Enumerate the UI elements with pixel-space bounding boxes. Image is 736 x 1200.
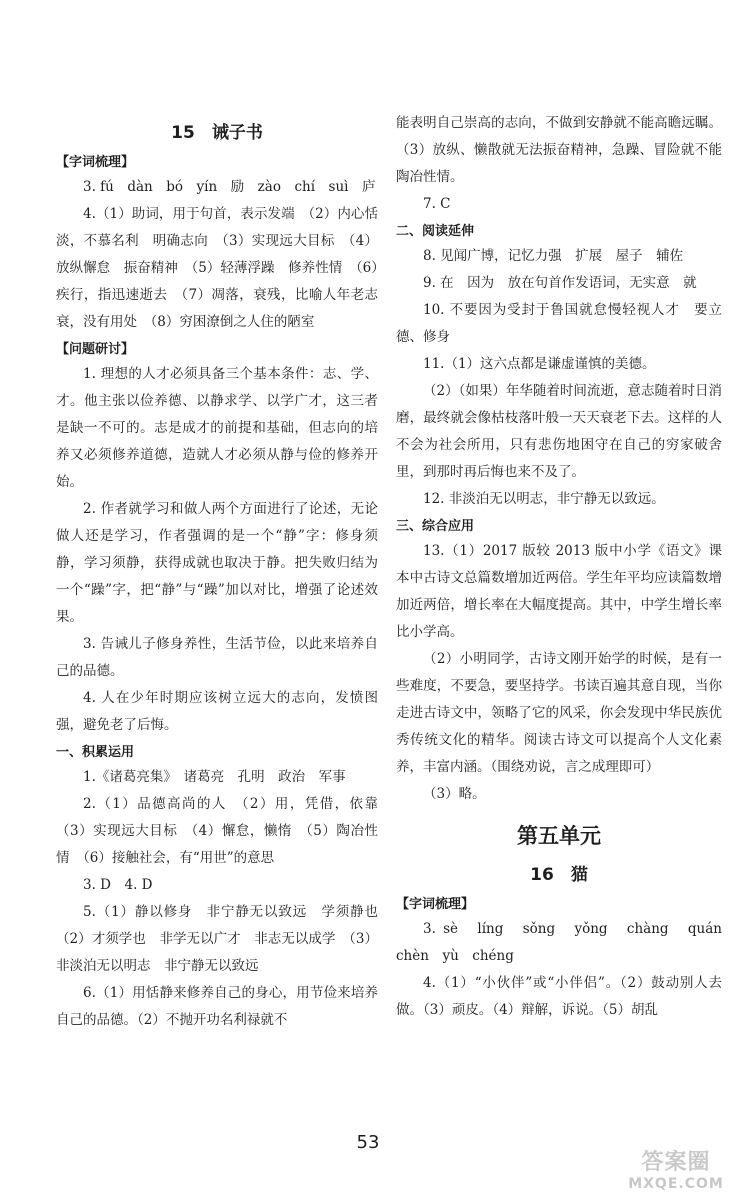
- right-column: [396, 110, 736, 1024]
- practice-7: 7. C: [423, 196, 451, 212]
- watermark-url: MXQE.COM: [628, 1176, 724, 1192]
- reading-11-1: 11.（1）这六点都是谦虚谨慎的美德。: [423, 356, 656, 372]
- discussion-4: 4. 人在少年时期应该树立远大的志向，发愤图强，避免老了后悔。: [56, 690, 378, 733]
- comprehensive-13-3: （3）略。: [423, 786, 486, 802]
- practice-1: 1.《诸葛亮集》 诸葛亮 孔明 政治 军事: [83, 769, 346, 785]
- lesson-16-answer-4: 4.（1）“小伙伴”或“小伴侣”。（2）鼓动别人去做。（3）顽皮。（4）辩解，诉说。（5）胡乱: [396, 975, 722, 1018]
- practice-2: 2.（1）品德高尚的人 （2）用，凭借，依靠 （3）实现远大目标 （4）懈怠，懒惰 （5）陶冶性情 （6）接触社会，有“用世”的意思: [56, 796, 392, 866]
- discussion-1: 1. 理想的人才必须具备三个基本条件：志、学、才。他主张以俭养德、以静求学、以学广才，这三者是缺一不可的。志是成才的前提和基础，但志向的培养又必须修养道德，造就人才必须从静与俭的修养开始。: [56, 366, 378, 490]
- reading-10: 10. 不要因为受封于鲁国就怠慢轻视人才 要立德、修身: [396, 302, 722, 345]
- reading-11-2: （2）（如果）年华随着时间流逝，意志随着时日消磨，最终就会像枯枝落叶般一天天衰老下去。这样的人不会为社会所用，只有悲伤地困守在自己的穷家破舍里，到那时再后悔也来不及了。: [396, 383, 722, 480]
- lesson-16-title: 16 猫: [530, 865, 588, 885]
- practice-6: 6.（1）用恬静来修养自己的身心，用节俭来培养自己的品德。（2）不抛开功名利禄就不: [56, 985, 378, 1028]
- reading-8: 8. 见闻广博，记忆力强 扩展 屋子 辅佐: [423, 248, 684, 264]
- discussion-2: 2. 作者就学习和做人两个方面进行了论述，无论做人还是学习，作者强调的是一个“静”字：修身须静，学习须静，获得成就也取决于静。把失败归结为一个“躁”字，把“静”与“躁”加以对比，增强了论述效果。: [56, 501, 378, 625]
- lesson-16-answer-3: 3. sè líng sǒng yǒng chàng quán chèn yù chéng: [396, 921, 736, 964]
- section-zici-shuli: 【字词梳理】: [56, 155, 135, 170]
- answer-4: 4.（1）助词，用于句首，表示发端 （2）内心恬淡，不慕名利 明确志向 （3）实现远大目标 （4）放纵懈怠 振奋精神 （5）轻薄浮躁 修养性情 （6）疾行，指迅速逝去 （7）凋落，衰残，比喻人年老志衰，没有用处 （8）穷困潦倒之人住的陋室: [56, 206, 378, 330]
- reading-12: 12. 非淡泊无以明志，非宁静无以致远。: [423, 491, 665, 507]
- section-wenti-yantao: 【问题研讨】: [56, 342, 135, 357]
- watermark-logo-text: 答案圈: [641, 1150, 711, 1175]
- comprehensive-13-1: 13.（1）2017 版较 2013 版中小学《语文》课本中古诗文总篇数增加近两倍。学生年平均应读篇数增加近两倍，增长率在大幅度提高。其中，中学生增长率比小学高。: [396, 543, 722, 640]
- practice-5: 5.（1）静以修身 非宁静无以致远 学须静也 （2）才须学也 非学无以广才 非志无以成学 （3）非淡泊无以明志 非宁静无以致远: [56, 904, 392, 974]
- section-zici-shuli-16: 【字词梳理】: [396, 897, 475, 912]
- lesson-15-title: 15 诫子书: [171, 123, 263, 143]
- left-column: [56, 112, 392, 1034]
- unit-5-title: 第五单元: [517, 824, 601, 848]
- answer-3: 3. fú dàn bó yín 励 zào chí suì 庐: [83, 179, 376, 195]
- page-number: 53: [356, 1132, 380, 1153]
- comprehensive-13-2: （2）小明同学，古诗文刚开始学的时候，是有一些难度，不要急，要坚持学。书读百遍其意自现，当你走进古诗文中，领略了它的风采，你会发现中华民族优秀传统文化的精华。阅读古诗文可以提高个人文化素养，丰富内涵。（围绕劝说，言之成理即可）: [396, 651, 722, 775]
- section-yuedu-yanshen: 二、阅读延伸: [396, 224, 475, 239]
- section-jilei-yunyong: 一、积累运用: [56, 745, 135, 760]
- discussion-3: 3. 告诫儿子修身养性，生活节俭，以此来培养自己的品德。: [56, 636, 378, 679]
- section-zonghe-yingyong: 三、综合应用: [396, 519, 475, 534]
- practice-3-4: 3. D 4. D: [83, 877, 153, 893]
- practice-6-continued: 能表明自己崇高的志向，不做到安静就不能高瞻远瞩。（3）放纵、懒散就无法振奋精神，急躁、冒险就不能陶冶性情。: [396, 115, 722, 185]
- reading-9: 9. 在 因为 放在句首作发语词，无实意 就: [423, 275, 697, 291]
- watermark-logo: [628, 1145, 724, 1192]
